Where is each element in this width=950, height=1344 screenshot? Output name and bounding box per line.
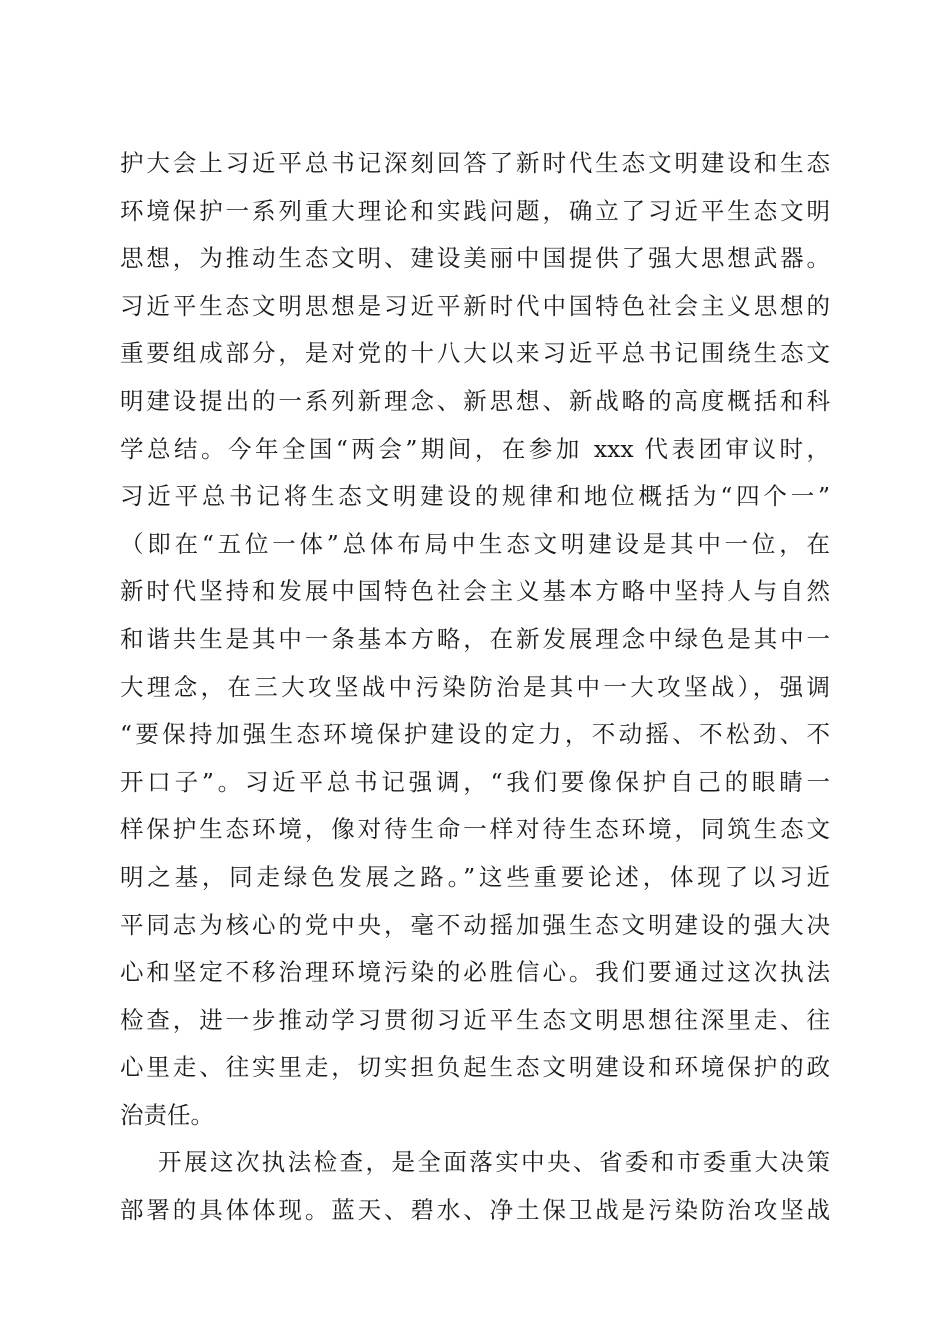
text-line: 和谐共生是其中一条基本方略，在新发展理念中绿色是其中一 [120, 624, 830, 653]
text-line: 环境保护一系列重大理论和实践问题，确立了习近平生态文明 [120, 196, 830, 225]
text-line: 护大会上习近平总书记深刻回答了新时代生态文明建设和生态 [120, 149, 830, 177]
text-line-paragraph-start: 开展这次执法检查，是全面落实中央、省委和市委重大决策 [158, 1148, 830, 1177]
text-line: 检查，进一步推动学习贯彻习近平生态文明思想往深里走、往 [120, 1005, 830, 1034]
text-line: 样保护生态环境，像对待生命一样对待生态环境，同筑生态文 [120, 815, 830, 844]
text-line: 明建设提出的一系列新理念、新思想、新战略的高度概括和科 [120, 386, 830, 415]
text-line: 心里走、往实里走，切实担负起生态文明建设和环境保护的政 [120, 1053, 830, 1082]
text-line: 重要组成部分，是对党的十八大以来习近平总书记围绕生态文 [120, 339, 830, 368]
text-line: 部署的具体体现。蓝天、碧水、净土保卫战是污染防治攻坚战 [120, 1196, 830, 1225]
text-line: “要保持加强生态环境保护建设的定力，不动摇、不松劲、不 [120, 720, 830, 749]
text-line: 开口子”。习近平总书记强调，“我们要像保护自己的眼睛一 [120, 767, 830, 796]
body-text [120, 140, 830, 1235]
text-line: 明之基，同走绿色发展之路。”这些重要论述，体现了以习近 [120, 862, 830, 891]
text-line: 新时代坚持和发展中国特色社会主义基本方略中坚持人与自然 [120, 577, 830, 606]
text-line: 习近平总书记将生态文明建设的规律和地位概括为“四个一” [120, 482, 830, 511]
text-line: 平同志为核心的党中央，毫不动摇加强生态文明建设的强大决 [120, 910, 830, 939]
text-line: 大理念，在三大攻坚战中污染防治是其中一大攻坚战），强调 [120, 672, 830, 701]
text-line: 思想，为推动生态文明、建设美丽中国提供了强大思想武器。 [120, 244, 830, 273]
text-line: 习近平生态文明思想是习近平新时代中国特色社会主义思想的 [120, 291, 830, 320]
text-line: 学总结。今年全国“两会”期间，在参加 xxx 代表团审议时， [120, 434, 830, 463]
text-line-paragraph-end: 治责任。 [120, 1100, 214, 1129]
text-line: （即在“五位一体”总体布局中生态文明建设是其中一位，在 [120, 529, 830, 558]
text-line: 心和坚定不移治理环境污染的必胜信心。我们要通过这次执法 [120, 958, 830, 987]
